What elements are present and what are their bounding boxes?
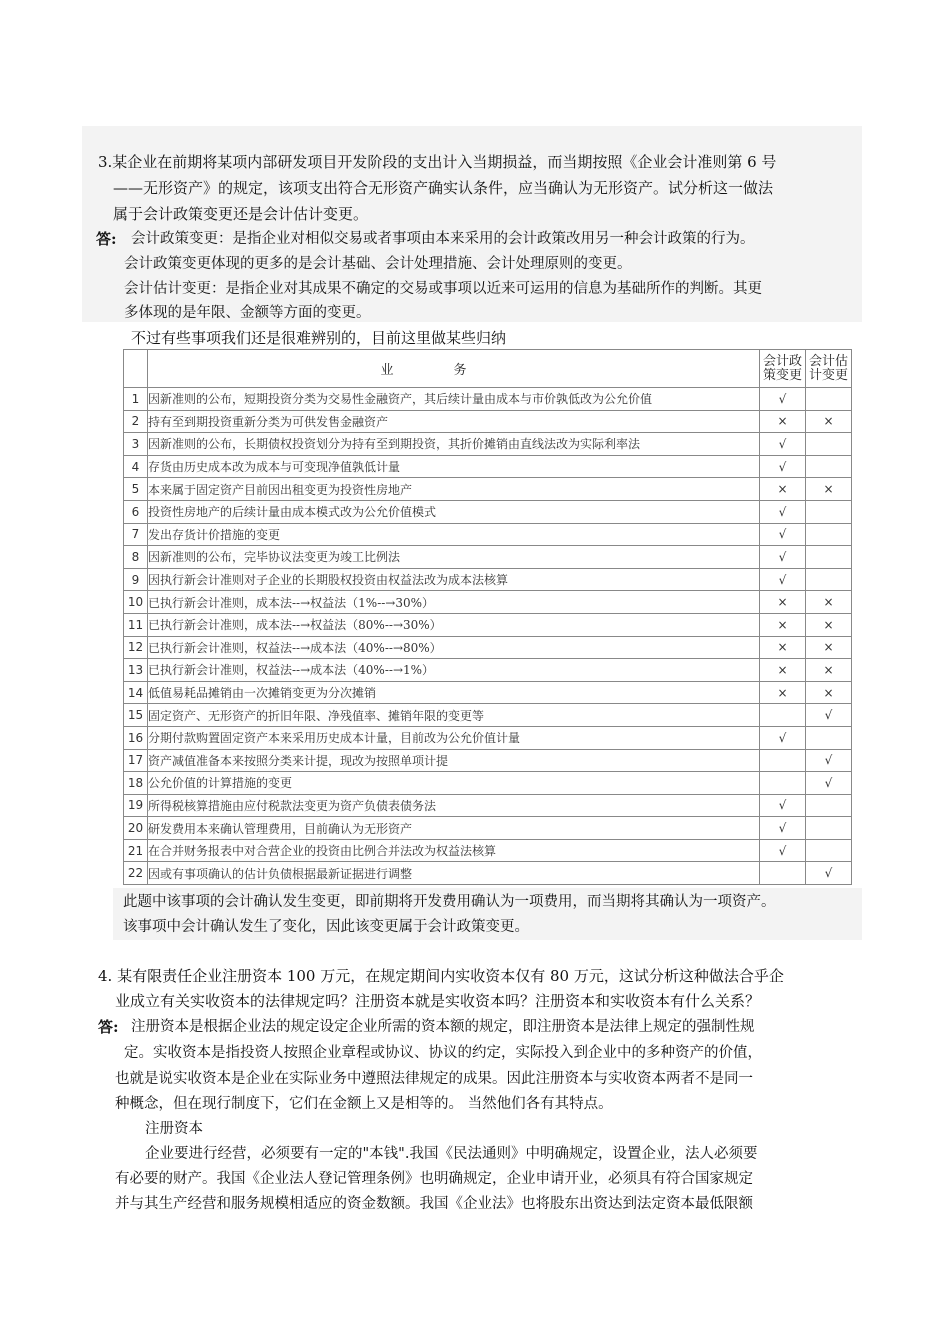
row-business-text: 存货由历史成本改为成本与可变现净值孰低计量 bbox=[148, 455, 760, 478]
row-number: 10 bbox=[124, 591, 148, 614]
row-number: 18 bbox=[124, 772, 148, 795]
row-number: 19 bbox=[124, 794, 148, 817]
estimate-change-mark: × bbox=[806, 659, 852, 682]
policy-change-mark: × bbox=[760, 636, 806, 659]
row-number: 4 bbox=[124, 455, 148, 478]
table-row bbox=[124, 478, 852, 501]
row-number: 13 bbox=[124, 659, 148, 682]
row-number: 16 bbox=[124, 726, 148, 749]
a4-line-2: 定。实收资本是指投资人按照企业章程或协议、协议的约定，实际投入到企业中的多种资产的价值， bbox=[124, 1045, 762, 1061]
row-business-text: 已执行新会计准则，成本法--→权益法（80%--→30%） bbox=[148, 613, 760, 636]
row-number: 20 bbox=[124, 817, 148, 840]
estimate-change-mark bbox=[806, 546, 852, 569]
estimate-change-mark: × bbox=[806, 478, 852, 501]
row-number: 14 bbox=[124, 681, 148, 704]
q4-line-2: 业成立有关实收资本的法律规定吗？注册资本就是实收资本吗？注册资本和实收资本有什么关系？ bbox=[115, 992, 761, 1010]
row-number: 17 bbox=[124, 749, 148, 772]
policy-change-mark: √ bbox=[760, 568, 806, 591]
row-number: 5 bbox=[124, 478, 148, 501]
policy-change-mark: √ bbox=[760, 546, 806, 569]
policy-change-mark: √ bbox=[760, 726, 806, 749]
row-business-text: 因执行新会计准则对子企业的长期股权投资由权益法改为成本法核算 bbox=[148, 568, 760, 591]
estimate-change-mark: × bbox=[806, 636, 852, 659]
table-row bbox=[124, 794, 852, 817]
row-number: 2 bbox=[124, 410, 148, 433]
table-row bbox=[124, 749, 852, 772]
header-business: 业务 bbox=[148, 350, 760, 388]
row-business-text: 公允价值的计算措施的变更 bbox=[148, 772, 760, 795]
table-row bbox=[124, 704, 852, 727]
table-body bbox=[124, 388, 852, 885]
policy-change-mark: × bbox=[760, 659, 806, 682]
a3-line-2: 会计政策变更体现的更多的是会计基础、会计处理措施、会计处理原则的变更。 bbox=[124, 256, 632, 272]
table-row bbox=[124, 388, 852, 411]
a4-paragraph-line-3: 并与其生产经营和服务规模相适应的资金数额。我国《企业法》也将股东出资达到法定资本最低限额 bbox=[115, 1196, 753, 1212]
table-row bbox=[124, 523, 852, 546]
estimate-change-mark bbox=[806, 388, 852, 411]
estimate-change-mark bbox=[806, 568, 852, 591]
row-number: 9 bbox=[124, 568, 148, 591]
row-business-text: 因或有事项确认的估计负债根据最新证据进行调整 bbox=[148, 862, 760, 885]
row-business-text: 已执行新会计准则，成本法--→权益法（1%--→30%） bbox=[148, 591, 760, 614]
a4-paragraph-line-2: 有必要的财产。我国《企业法人登记管理条例》也明确规定，企业申请开业，必须具有符合国家规定 bbox=[115, 1171, 753, 1187]
policy-change-mark bbox=[760, 862, 806, 885]
estimate-change-mark: √ bbox=[806, 772, 852, 795]
policy-change-mark: × bbox=[760, 613, 806, 636]
q3-line-3: 属于会计政策变更还是会计估计变更。 bbox=[113, 205, 369, 223]
a3-intro: 不过有些事项我们还是很难辨别的，目前这里做某些归纳 bbox=[131, 329, 507, 347]
estimate-change-mark: × bbox=[806, 591, 852, 614]
row-number: 15 bbox=[124, 704, 148, 727]
policy-change-mark: √ bbox=[760, 794, 806, 817]
estimate-change-mark: √ bbox=[806, 862, 852, 885]
table-row bbox=[124, 591, 852, 614]
policy-change-mark: √ bbox=[760, 388, 806, 411]
policy-change-mark: × bbox=[760, 410, 806, 433]
table-row bbox=[124, 410, 852, 433]
a3-line-1: 会计政策变更：是指企业对相似交易或者事项由本来采用的会计政策改用另一种会计政策的行为。 bbox=[131, 231, 755, 247]
row-number: 12 bbox=[124, 636, 148, 659]
a4-heading: 注册资本 bbox=[145, 1121, 203, 1137]
table-row bbox=[124, 455, 852, 478]
estimate-change-mark bbox=[806, 839, 852, 862]
row-business-text: 分期付款购置固定资产本来采用历史成本计量，目前改为公允价值计量 bbox=[148, 726, 760, 749]
table-row bbox=[124, 817, 852, 840]
a3-line-4: 多体现的是年限、金额等方面的变更。 bbox=[124, 305, 371, 321]
estimate-change-mark bbox=[806, 794, 852, 817]
row-business-text: 因新准则的公布，短期投资分类为交易性金融资产，其后续计量由成本与市价孰低改为公允价值 bbox=[148, 388, 760, 411]
policy-change-mark: √ bbox=[760, 817, 806, 840]
row-business-text: 已执行新会计准则，权益法--→成本法（40%--→1%） bbox=[148, 659, 760, 682]
row-number: 22 bbox=[124, 862, 148, 885]
table-row bbox=[124, 726, 852, 749]
policy-change-mark: √ bbox=[760, 433, 806, 456]
policy-change-mark bbox=[760, 704, 806, 727]
policy-change-mark: √ bbox=[760, 523, 806, 546]
a4-line-1: 注册资本是根据企业法的规定设定企业所需的资本额的规定，即注册资本是法律上规定的强制性规 bbox=[131, 1019, 755, 1035]
policy-change-mark: √ bbox=[760, 839, 806, 862]
policy-change-mark bbox=[760, 772, 806, 795]
row-business-text: 本来属于固定资产目前因出租变更为投资性房地产 bbox=[148, 478, 760, 501]
estimate-change-mark: √ bbox=[806, 749, 852, 772]
a4-label: 答: bbox=[98, 1018, 119, 1036]
row-number: 21 bbox=[124, 839, 148, 862]
estimate-change-mark: × bbox=[806, 613, 852, 636]
q4-line-1: 4. 某有限责任企业注册资本 100 万元，在规定期间内实收资本仅有 80 万元，这试分析这种做法合乎企 bbox=[98, 967, 784, 985]
row-number: 7 bbox=[124, 523, 148, 546]
table-row bbox=[124, 636, 852, 659]
classification-table bbox=[123, 349, 852, 885]
estimate-change-mark: × bbox=[806, 410, 852, 433]
table-row bbox=[124, 681, 852, 704]
q3-line-2: ——无形资产》的规定，该项支出符合无形资产确实认条件，应当确认为无形资产。试分析这一做法 bbox=[113, 179, 774, 197]
estimate-change-mark bbox=[806, 523, 852, 546]
estimate-change-mark bbox=[806, 817, 852, 840]
a3-label: 答: bbox=[96, 230, 117, 248]
table-header-row bbox=[124, 350, 852, 388]
table-row bbox=[124, 433, 852, 456]
policy-change-mark: × bbox=[760, 681, 806, 704]
row-business-text: 持有至到期投资重新分类为可供发售金融资产 bbox=[148, 410, 760, 433]
row-number: 11 bbox=[124, 613, 148, 636]
row-business-text: 资产减值准备本来按照分类来计提，现改为按照单项计提 bbox=[148, 749, 760, 772]
estimate-change-mark: √ bbox=[806, 704, 852, 727]
header-estimate-change: 会计估 计变更 bbox=[806, 350, 852, 388]
policy-change-mark: √ bbox=[760, 455, 806, 478]
a3-line-3: 会计估计变更：是指企业对其成果不确定的交易或事项以近来可运用的信息为基础所作的判断。其更 bbox=[124, 281, 762, 297]
row-business-text: 发出存货计价措施的变更 bbox=[148, 523, 760, 546]
a4-line-4: 种概念，但在现行制度下，它们在金额上又是相等的。 当然他们各有其特点。 bbox=[115, 1096, 613, 1112]
table-row bbox=[124, 613, 852, 636]
estimate-change-mark bbox=[806, 726, 852, 749]
table-row bbox=[124, 839, 852, 862]
row-business-text: 因新准则的公布，完毕协议法变更为竣工比例法 bbox=[148, 546, 760, 569]
a4-paragraph-line-1: 企业要进行经营，必须要有一定的"本钱".我国《民法通则》中明确规定，设置企业，法人必须要 bbox=[145, 1146, 758, 1162]
row-business-text: 在合并财务报表中对合营企业的投资由比例合并法改为权益法核算 bbox=[148, 839, 760, 862]
a4-line-3: 也就是说实收资本是企业在实际业务中遵照法律规定的成果。因此注册资本与实收资本两者不是同一 bbox=[115, 1071, 753, 1087]
row-number: 3 bbox=[124, 433, 148, 456]
header-number bbox=[124, 350, 148, 388]
table-row bbox=[124, 772, 852, 795]
estimate-change-mark: × bbox=[806, 681, 852, 704]
table-row bbox=[124, 500, 852, 523]
table-row bbox=[124, 568, 852, 591]
row-business-text: 投资性房地产的后续计量由成本模式改为公允价值模式 bbox=[148, 500, 760, 523]
row-business-text: 固定资产、无形资产的折旧年限、净残值率、摊销年限的变更等 bbox=[148, 704, 760, 727]
policy-change-mark bbox=[760, 749, 806, 772]
table-row bbox=[124, 862, 852, 885]
row-business-text: 已执行新会计准则，权益法--→成本法（40%--→80%） bbox=[148, 636, 760, 659]
row-number: 8 bbox=[124, 546, 148, 569]
conclusion-line-1: 此题中该事项的会计确认发生变更，即前期将开发费用确认为一项费用，而当期将其确认为一项资产。 bbox=[123, 894, 776, 910]
row-business-text: 所得税核算措施由应付税款法变更为资产负债表债务法 bbox=[148, 794, 760, 817]
table-row bbox=[124, 546, 852, 569]
table-row bbox=[124, 659, 852, 682]
estimate-change-mark bbox=[806, 455, 852, 478]
row-business-text: 低值易耗品摊销由一次摊销变更为分次摊销 bbox=[148, 681, 760, 704]
estimate-change-mark bbox=[806, 433, 852, 456]
row-number: 1 bbox=[124, 388, 148, 411]
estimate-change-mark bbox=[806, 500, 852, 523]
policy-change-mark: √ bbox=[760, 500, 806, 523]
policy-change-mark: × bbox=[760, 478, 806, 501]
policy-change-mark: × bbox=[760, 591, 806, 614]
conclusion-line-2: 该事项中会计确认发生了变化，因此该变更属于会计政策变更。 bbox=[123, 919, 529, 935]
row-business-text: 因新准则的公布，长期债权投资划分为持有至到期投资，其折价摊销由直线法改为实际利率法 bbox=[148, 433, 760, 456]
row-number: 6 bbox=[124, 500, 148, 523]
header-policy-change: 会计政 策变更 bbox=[760, 350, 806, 388]
q3-line-1: 3.某企业在前期将某项内部研发项目开发阶段的支出计入当期损益，而当期按照《企业会计准则第 6 号 bbox=[98, 153, 777, 171]
row-business-text: 研发费用本来确认管理费用，目前确认为无形资产 bbox=[148, 817, 760, 840]
